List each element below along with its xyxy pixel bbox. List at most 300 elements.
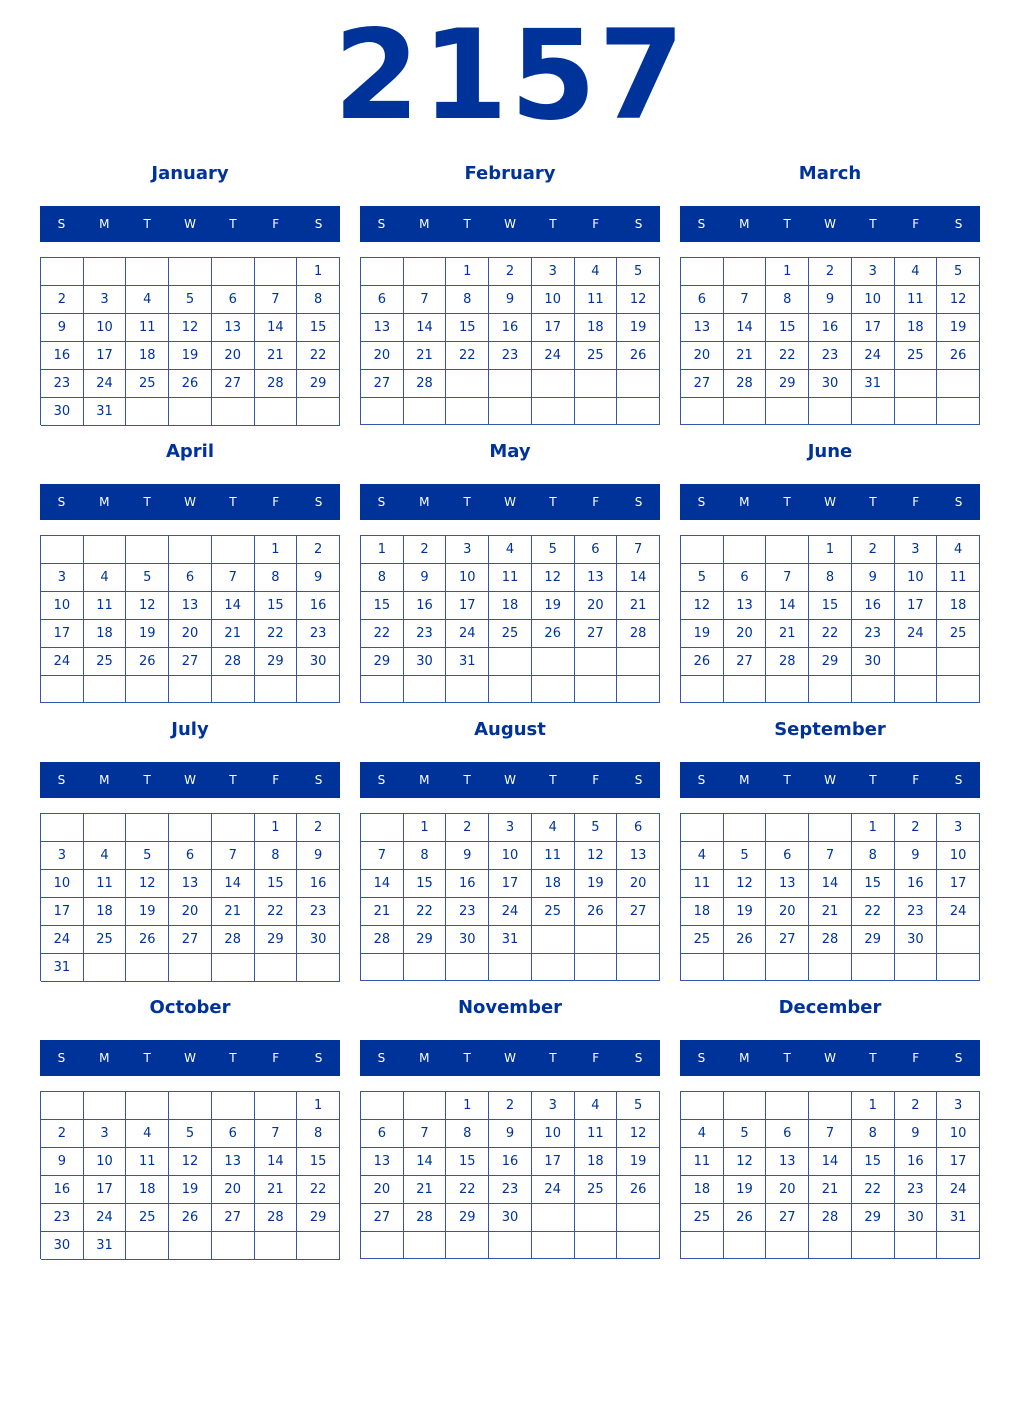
weekday-label: F	[592, 773, 600, 787]
day-grid	[40, 535, 340, 703]
day-cell: 26	[126, 648, 169, 676]
day-cell: 27	[169, 648, 212, 676]
day-cell: 15	[809, 592, 852, 620]
empty-day-cell	[681, 1232, 724, 1259]
weekday-label: T	[229, 773, 237, 787]
weekday-label: F	[272, 495, 280, 509]
empty-day-cell	[681, 814, 724, 842]
empty-day-cell	[895, 954, 938, 981]
day-cell: 3	[84, 1120, 127, 1148]
day-cell: 15	[255, 870, 298, 898]
day-cell: 2	[41, 1120, 84, 1148]
day-cell: 31	[852, 370, 895, 398]
day-grid	[680, 813, 980, 981]
day-cell: 22	[255, 620, 298, 648]
empty-day-cell	[212, 398, 255, 426]
empty-day-cell	[126, 258, 169, 286]
day-cell: 18	[84, 620, 127, 648]
day-cell: 12	[724, 870, 767, 898]
empty-day-cell	[84, 536, 127, 564]
day-cell: 2	[852, 536, 895, 564]
day-cell: 8	[446, 1120, 489, 1148]
empty-day-cell	[895, 676, 938, 703]
day-cell: 18	[126, 1176, 169, 1204]
month-november	[360, 996, 660, 1259]
day-cell: 10	[489, 842, 532, 870]
weekday-header	[680, 206, 980, 242]
empty-day-cell	[361, 814, 404, 842]
day-cell: 26	[532, 620, 575, 648]
empty-day-cell	[532, 954, 575, 981]
day-cell: 20	[169, 898, 212, 926]
weekday-label: S	[57, 495, 66, 509]
weekday-label: W	[504, 1051, 516, 1065]
empty-day-cell	[575, 954, 618, 981]
day-cell: 11	[575, 1120, 618, 1148]
weekday-label: S	[634, 495, 643, 509]
weekday-label: F	[592, 217, 600, 231]
empty-day-cell	[361, 258, 404, 286]
weekday-label: T	[783, 1051, 791, 1065]
day-grid	[40, 1091, 340, 1259]
weekday-label: W	[824, 773, 836, 787]
empty-day-cell	[617, 370, 660, 398]
day-cell: 17	[532, 1148, 575, 1176]
day-cell: 13	[212, 314, 255, 342]
empty-day-cell	[937, 954, 980, 981]
weekday-label: T	[549, 773, 557, 787]
day-cell: 9	[852, 564, 895, 592]
empty-day-cell	[617, 648, 660, 676]
day-cell: 10	[84, 1148, 127, 1176]
empty-day-cell	[766, 398, 809, 425]
day-cell: 21	[212, 898, 255, 926]
day-cell: 3	[937, 1092, 980, 1120]
day-cell: 10	[446, 564, 489, 592]
day-cell: 13	[575, 564, 618, 592]
day-cell: 29	[852, 1204, 895, 1232]
empty-day-cell	[766, 954, 809, 981]
weekday-label: M	[419, 217, 430, 231]
day-cell: 10	[41, 592, 84, 620]
day-cell: 29	[809, 648, 852, 676]
day-cell: 16	[297, 592, 340, 620]
empty-day-cell	[809, 1092, 852, 1120]
day-cell: 28	[617, 620, 660, 648]
day-cell: 26	[126, 926, 169, 954]
day-cell: 29	[852, 926, 895, 954]
day-cell: 11	[126, 1148, 169, 1176]
empty-day-cell	[724, 676, 767, 703]
day-cell: 7	[617, 536, 660, 564]
day-cell: 25	[681, 1204, 724, 1232]
weekday-label: T	[869, 217, 877, 231]
empty-day-cell	[489, 676, 532, 703]
day-cell: 4	[575, 1092, 618, 1120]
weekday-label: S	[377, 495, 386, 509]
weekday-header	[40, 206, 340, 242]
day-cell: 17	[84, 342, 127, 370]
month-name: November	[457, 997, 563, 1018]
day-cell: 9	[809, 286, 852, 314]
day-cell: 6	[212, 286, 255, 314]
empty-day-cell	[489, 954, 532, 981]
weekday-label: T	[143, 495, 151, 509]
day-cell: 24	[41, 648, 84, 676]
month-march	[680, 162, 980, 425]
day-cell: 11	[937, 564, 980, 592]
day-cell: 6	[617, 814, 660, 842]
weekday-label: T	[463, 495, 471, 509]
day-cell: 21	[255, 342, 298, 370]
day-cell: 29	[255, 648, 298, 676]
month-september	[680, 718, 980, 981]
day-cell: 18	[895, 314, 938, 342]
day-cell: 26	[617, 1176, 660, 1204]
weekday-label: S	[954, 495, 963, 509]
day-cell: 2	[489, 1092, 532, 1120]
day-cell: 2	[895, 1092, 938, 1120]
weekday-label: M	[739, 217, 750, 231]
empty-day-cell	[852, 1232, 895, 1259]
month-april	[40, 440, 340, 703]
day-cell: 18	[681, 898, 724, 926]
empty-day-cell	[212, 954, 255, 982]
day-cell: 11	[84, 870, 127, 898]
day-cell: 14	[766, 592, 809, 620]
empty-day-cell	[489, 398, 532, 425]
empty-day-cell	[724, 1232, 767, 1259]
empty-day-cell	[41, 1092, 84, 1120]
day-cell: 25	[84, 648, 127, 676]
day-cell: 23	[895, 898, 938, 926]
empty-day-cell	[361, 1232, 404, 1259]
empty-day-cell	[446, 1232, 489, 1259]
day-cell: 16	[895, 1148, 938, 1176]
empty-day-cell	[41, 814, 84, 842]
day-cell: 18	[575, 1148, 618, 1176]
empty-day-cell	[404, 258, 447, 286]
day-cell: 29	[404, 926, 447, 954]
day-cell: 5	[532, 536, 575, 564]
day-cell: 30	[809, 370, 852, 398]
empty-day-cell	[895, 398, 938, 425]
day-cell: 4	[84, 842, 127, 870]
day-cell: 6	[575, 536, 618, 564]
day-cell: 22	[361, 620, 404, 648]
weekday-label: M	[99, 1051, 110, 1065]
day-grid	[680, 535, 980, 703]
empty-day-cell	[404, 1092, 447, 1120]
day-cell: 17	[41, 620, 84, 648]
month-december	[680, 996, 980, 1259]
empty-day-cell	[489, 370, 532, 398]
day-cell: 17	[852, 314, 895, 342]
day-cell: 28	[766, 648, 809, 676]
empty-day-cell	[126, 1092, 169, 1120]
day-cell: 18	[84, 898, 127, 926]
month-may	[360, 440, 660, 703]
day-cell: 22	[297, 342, 340, 370]
day-cell: 11	[126, 314, 169, 342]
empty-day-cell	[404, 398, 447, 425]
weekday-label: T	[143, 1051, 151, 1065]
day-cell: 2	[446, 814, 489, 842]
empty-day-cell	[41, 258, 84, 286]
day-cell: 11	[895, 286, 938, 314]
weekday-label: T	[783, 495, 791, 509]
day-cell: 29	[766, 370, 809, 398]
weekday-label: S	[314, 1051, 323, 1065]
weekday-label: F	[912, 217, 920, 231]
day-cell: 1	[852, 1092, 895, 1120]
day-cell: 9	[446, 842, 489, 870]
empty-day-cell	[255, 398, 298, 426]
month-name: March	[798, 163, 862, 184]
month-name: October	[149, 997, 231, 1018]
month-name: May	[489, 441, 531, 462]
empty-day-cell	[575, 926, 618, 954]
day-cell: 31	[937, 1204, 980, 1232]
empty-day-cell	[446, 676, 489, 703]
day-cell: 11	[575, 286, 618, 314]
day-cell: 2	[489, 258, 532, 286]
day-cell: 21	[404, 1176, 447, 1204]
empty-day-cell	[724, 258, 767, 286]
day-cell: 19	[126, 898, 169, 926]
day-cell: 28	[361, 926, 404, 954]
day-cell: 30	[41, 1232, 84, 1260]
weekday-label: T	[143, 217, 151, 231]
day-cell: 9	[41, 1148, 84, 1176]
day-cell: 2	[41, 286, 84, 314]
day-cell: 10	[937, 1120, 980, 1148]
empty-day-cell	[404, 676, 447, 703]
day-cell: 16	[489, 1148, 532, 1176]
empty-day-cell	[41, 676, 84, 703]
day-cell: 23	[852, 620, 895, 648]
day-cell: 21	[809, 1176, 852, 1204]
empty-day-cell	[212, 536, 255, 564]
weekday-label: W	[504, 495, 516, 509]
day-cell: 29	[297, 370, 340, 398]
empty-day-cell	[852, 954, 895, 981]
day-grid	[360, 1091, 660, 1259]
weekday-header	[40, 484, 340, 520]
empty-day-cell	[852, 398, 895, 425]
day-cell: 23	[404, 620, 447, 648]
weekday-label: F	[912, 773, 920, 787]
empty-day-cell	[809, 954, 852, 981]
day-cell: 13	[766, 1148, 809, 1176]
empty-day-cell	[617, 1204, 660, 1232]
day-cell: 5	[617, 258, 660, 286]
day-cell: 6	[724, 564, 767, 592]
day-cell: 14	[724, 314, 767, 342]
day-cell: 25	[126, 1204, 169, 1232]
empty-day-cell	[937, 926, 980, 954]
day-cell: 20	[681, 342, 724, 370]
day-cell: 16	[41, 342, 84, 370]
day-cell: 20	[169, 620, 212, 648]
weekday-label: F	[592, 495, 600, 509]
weekday-label: S	[697, 495, 706, 509]
month-august	[360, 718, 660, 981]
empty-day-cell	[724, 954, 767, 981]
month-name: June	[807, 441, 853, 462]
day-cell: 4	[937, 536, 980, 564]
empty-day-cell	[489, 1232, 532, 1259]
day-cell: 13	[212, 1148, 255, 1176]
day-cell: 12	[532, 564, 575, 592]
day-cell: 3	[41, 564, 84, 592]
empty-day-cell	[852, 676, 895, 703]
day-cell: 22	[852, 1176, 895, 1204]
empty-day-cell	[489, 648, 532, 676]
day-cell: 15	[255, 592, 298, 620]
day-cell: 1	[361, 536, 404, 564]
weekday-label: T	[869, 495, 877, 509]
day-cell: 27	[361, 370, 404, 398]
day-cell: 6	[169, 564, 212, 592]
empty-day-cell	[84, 814, 127, 842]
day-cell: 30	[41, 398, 84, 426]
day-cell: 26	[169, 1204, 212, 1232]
weekday-label: S	[57, 1051, 66, 1065]
day-cell: 28	[255, 370, 298, 398]
day-cell: 19	[724, 898, 767, 926]
empty-day-cell	[532, 370, 575, 398]
month-name: July	[171, 719, 209, 740]
day-cell: 19	[724, 1176, 767, 1204]
day-cell: 31	[84, 1232, 127, 1260]
day-cell: 5	[724, 842, 767, 870]
day-cell: 27	[575, 620, 618, 648]
day-cell: 6	[169, 842, 212, 870]
day-cell: 13	[766, 870, 809, 898]
day-cell: 7	[724, 286, 767, 314]
weekday-label: S	[314, 495, 323, 509]
day-cell: 30	[297, 648, 340, 676]
empty-day-cell	[575, 1204, 618, 1232]
day-cell: 16	[852, 592, 895, 620]
day-cell: 7	[361, 842, 404, 870]
day-cell: 1	[852, 814, 895, 842]
day-cell: 1	[446, 258, 489, 286]
day-cell: 27	[766, 926, 809, 954]
day-cell: 19	[126, 620, 169, 648]
weekday-label: S	[954, 1051, 963, 1065]
empty-day-cell	[617, 398, 660, 425]
day-cell: 23	[809, 342, 852, 370]
day-cell: 18	[937, 592, 980, 620]
day-cell: 28	[404, 370, 447, 398]
day-cell: 11	[489, 564, 532, 592]
day-cell: 25	[532, 898, 575, 926]
empty-day-cell	[895, 648, 938, 676]
day-cell: 21	[212, 620, 255, 648]
empty-day-cell	[895, 1232, 938, 1259]
day-cell: 4	[532, 814, 575, 842]
empty-day-cell	[681, 676, 724, 703]
day-cell: 15	[852, 1148, 895, 1176]
day-cell: 17	[895, 592, 938, 620]
day-cell: 16	[895, 870, 938, 898]
empty-day-cell	[84, 954, 127, 982]
day-cell: 22	[297, 1176, 340, 1204]
day-cell: 5	[169, 286, 212, 314]
month-name: February	[464, 163, 556, 184]
weekday-label: T	[869, 773, 877, 787]
day-cell: 26	[724, 1204, 767, 1232]
empty-day-cell	[297, 398, 340, 426]
day-cell: 20	[212, 342, 255, 370]
day-cell: 16	[297, 870, 340, 898]
day-cell: 6	[766, 842, 809, 870]
empty-day-cell	[446, 954, 489, 981]
day-cell: 1	[297, 258, 340, 286]
day-cell: 30	[895, 1204, 938, 1232]
day-cell: 4	[126, 1120, 169, 1148]
day-cell: 21	[724, 342, 767, 370]
empty-day-cell	[724, 398, 767, 425]
day-cell: 28	[809, 926, 852, 954]
day-cell: 30	[297, 926, 340, 954]
day-cell: 20	[617, 870, 660, 898]
day-cell: 20	[361, 342, 404, 370]
day-cell: 9	[895, 1120, 938, 1148]
day-cell: 31	[41, 954, 84, 982]
day-cell: 3	[895, 536, 938, 564]
weekday-header	[680, 762, 980, 798]
day-cell: 22	[766, 342, 809, 370]
day-cell: 16	[809, 314, 852, 342]
empty-day-cell	[937, 676, 980, 703]
day-cell: 24	[446, 620, 489, 648]
day-cell: 14	[809, 870, 852, 898]
weekday-label: W	[184, 1051, 196, 1065]
day-cell: 24	[84, 1204, 127, 1232]
day-cell: 11	[681, 870, 724, 898]
day-cell: 8	[852, 842, 895, 870]
day-cell: 11	[681, 1148, 724, 1176]
day-cell: 3	[489, 814, 532, 842]
empty-day-cell	[41, 536, 84, 564]
weekday-label: T	[549, 1051, 557, 1065]
day-cell: 19	[617, 314, 660, 342]
empty-day-cell	[766, 814, 809, 842]
empty-day-cell	[212, 814, 255, 842]
day-cell: 4	[126, 286, 169, 314]
day-cell: 30	[489, 1204, 532, 1232]
empty-day-cell	[575, 648, 618, 676]
empty-day-cell	[212, 258, 255, 286]
day-cell: 5	[575, 814, 618, 842]
weekday-label: M	[419, 495, 430, 509]
empty-day-cell	[169, 1232, 212, 1260]
day-cell: 12	[681, 592, 724, 620]
day-cell: 20	[361, 1176, 404, 1204]
day-cell: 30	[446, 926, 489, 954]
day-cell: 8	[255, 842, 298, 870]
day-cell: 26	[681, 648, 724, 676]
empty-day-cell	[169, 398, 212, 426]
empty-day-cell	[809, 814, 852, 842]
empty-day-cell	[617, 926, 660, 954]
day-cell: 25	[489, 620, 532, 648]
day-cell: 5	[724, 1120, 767, 1148]
empty-day-cell	[809, 1232, 852, 1259]
